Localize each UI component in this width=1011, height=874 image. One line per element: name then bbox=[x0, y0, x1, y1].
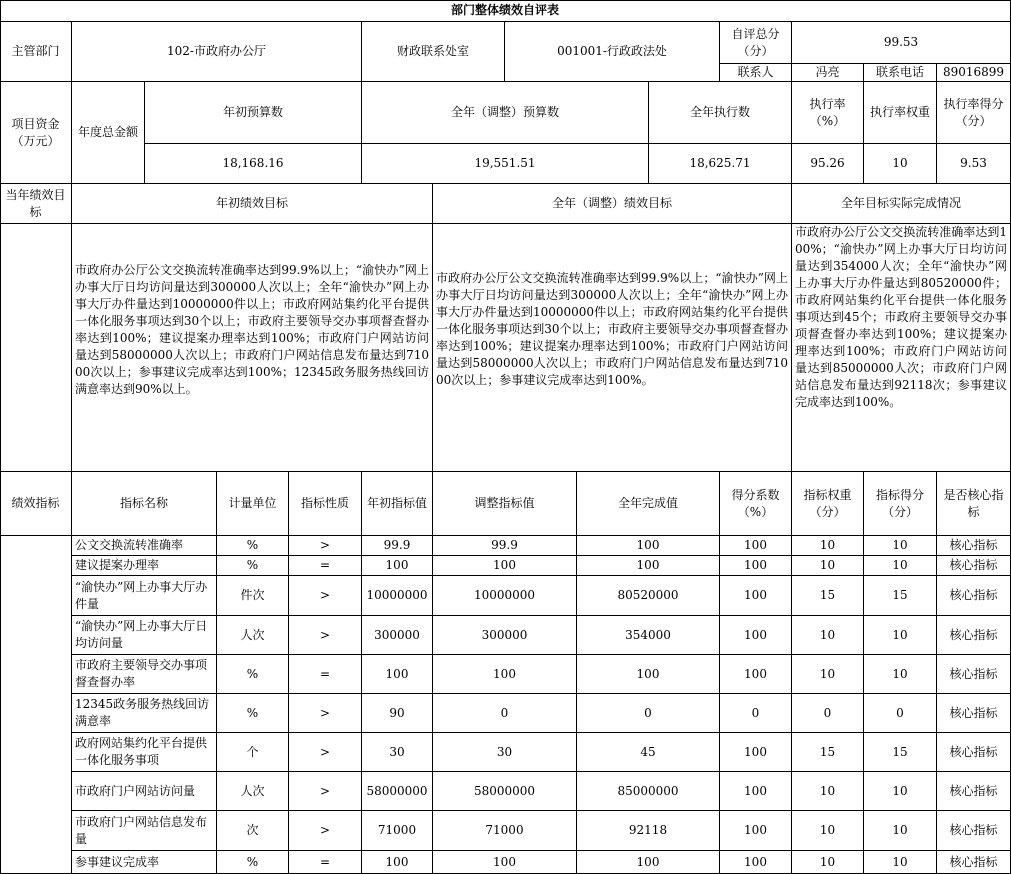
indicator-name: “渝快办”网上办事大厅办件量 bbox=[72, 576, 217, 616]
indicator-adjusted: 100 bbox=[433, 556, 577, 576]
indicator-score: 0 bbox=[864, 694, 937, 733]
phone-label: 联系电话 bbox=[864, 64, 937, 82]
indicator-adjusted: 30 bbox=[433, 733, 577, 772]
indicator-score: 10 bbox=[864, 536, 937, 556]
indicator-core: 核心指标 bbox=[937, 733, 1011, 772]
initial-budget-value: 18,168.16 bbox=[145, 144, 362, 184]
indicator-initial: 71000 bbox=[362, 811, 433, 851]
indicator-score: 10 bbox=[864, 556, 937, 576]
indicator-name: 市政府门户网站信息发布量 bbox=[72, 811, 217, 851]
indicator-coef: 100 bbox=[720, 811, 792, 851]
indicator-completed: 354000 bbox=[577, 616, 720, 655]
score-label: 自评总分（分） bbox=[720, 22, 792, 64]
indicator-core: 核心指标 bbox=[937, 694, 1011, 733]
indicators-label: 绩效指标 bbox=[0, 472, 72, 536]
adjusted-budget-value: 19,551.51 bbox=[362, 144, 649, 184]
indicator-header-name: 指标名称 bbox=[72, 472, 217, 536]
exec-weight-header: 执行率权重 bbox=[864, 82, 937, 144]
indicator-completed: 100 bbox=[577, 655, 720, 694]
goals-label: 当年绩效目标 bbox=[0, 184, 72, 224]
indicator-header-adjusted: 调整指标值 bbox=[433, 472, 577, 536]
executed-value: 18,625.71 bbox=[649, 144, 792, 184]
exec-rate-header: 执行率（%） bbox=[792, 82, 864, 144]
indicator-name: 市政府主要领导交办事项督查督办率 bbox=[72, 655, 217, 694]
indicator-initial: 10000000 bbox=[362, 576, 433, 616]
indicator-completed: 45 bbox=[577, 733, 720, 772]
indicator-adjusted: 99.9 bbox=[433, 536, 577, 556]
actual-goal-text: 市政府办公厅公文交换流转准确率达到100%；“渝快办”网上办事大厅日均访问量达到354000人次；全年“渝快办”网上办事大厅办件量达到80520000件；市政府网站集约化平台提供一体化服务事项达到45个；市政府主要领导交办事项督查督办率达到100%；建议提案办理率达到100%；市政府门户网站访问量达到85000000人次；市政府门户网站信息发布量达到92118次；参事建议完成率达到100%。 bbox=[792, 224, 1011, 472]
office-label: 财政联系处室 bbox=[362, 22, 505, 82]
indicator-adjusted: 10000000 bbox=[433, 576, 577, 616]
indicator-unit: 个 bbox=[217, 733, 289, 772]
indicator-core: 核心指标 bbox=[937, 655, 1011, 694]
indicator-adjusted: 300000 bbox=[433, 616, 577, 655]
indicator-weight: 10 bbox=[792, 556, 864, 576]
initial-goal-text: 市政府办公厅公文交换流转准确率达到99.9%以上；“渝快办”网上办事大厅日均访问量达到300000人次以上；全年“渝快办”网上办事大厅办件量达到10000000件以上；市政府网站集约化平台提供一体化服务事项达到30个以上；市政府主要领导交办事项督查督办率达到100%；建议提案办理率达到100%；市政府门户网站访问量达到58000000人次以上；市政府门户网站信息发布量达到71000次以上；参事建议完成率达到100%；12345政务服务热线回访满意率达到90%以上。 bbox=[72, 224, 433, 472]
indicator-initial: 90 bbox=[362, 694, 433, 733]
indicator-score: 10 bbox=[864, 616, 937, 655]
indicator-weight: 0 bbox=[792, 694, 864, 733]
dept-value: 102-市政府办公厅 bbox=[72, 22, 362, 82]
indicator-initial: 100 bbox=[362, 556, 433, 576]
indicator-nature: = bbox=[289, 851, 362, 874]
indicator-header-nature: 指标性质 bbox=[289, 472, 362, 536]
indicator-completed: 92118 bbox=[577, 811, 720, 851]
actual-goal-header: 全年目标实际完成情况 bbox=[792, 184, 1011, 224]
indicator-header-core: 是否核心指标 bbox=[937, 472, 1011, 536]
indicator-header-coef: 得分系数（%） bbox=[720, 472, 792, 536]
indicator-initial: 58000000 bbox=[362, 772, 433, 811]
indicator-unit: % bbox=[217, 556, 289, 576]
indicator-adjusted: 71000 bbox=[433, 811, 577, 851]
phone-value: 89016899 bbox=[937, 64, 1011, 82]
indicator-completed: 0 bbox=[577, 694, 720, 733]
indicator-score: 10 bbox=[864, 655, 937, 694]
indicator-weight: 10 bbox=[792, 811, 864, 851]
indicator-completed: 80520000 bbox=[577, 576, 720, 616]
indicator-unit: % bbox=[217, 536, 289, 556]
exec-rate-value: 95.26 bbox=[792, 144, 864, 184]
indicator-core: 核心指标 bbox=[937, 616, 1011, 655]
indicator-initial: 100 bbox=[362, 655, 433, 694]
indicator-name: 政府网站集约化平台提供一体化服务事项 bbox=[72, 733, 217, 772]
indicator-unit: 人次 bbox=[217, 772, 289, 811]
indicator-initial: 300000 bbox=[362, 616, 433, 655]
indicator-nature: > bbox=[289, 694, 362, 733]
indicator-header-completed: 全年完成值 bbox=[577, 472, 720, 536]
goals-label-spacer bbox=[0, 224, 72, 472]
indicator-weight: 10 bbox=[792, 655, 864, 694]
indicator-weight: 10 bbox=[792, 772, 864, 811]
funds-label: 项目资金（万元） bbox=[0, 82, 72, 184]
indicator-coef: 100 bbox=[720, 772, 792, 811]
indicator-weight: 15 bbox=[792, 733, 864, 772]
indicator-initial: 30 bbox=[362, 733, 433, 772]
indicator-completed: 100 bbox=[577, 536, 720, 556]
indicator-completed: 100 bbox=[577, 851, 720, 874]
indicator-nature: = bbox=[289, 655, 362, 694]
indicator-header-score: 指标得分（分） bbox=[864, 472, 937, 536]
indicator-name: 12345政务服务热线回访满意率 bbox=[72, 694, 217, 733]
indicator-core: 核心指标 bbox=[937, 536, 1011, 556]
indicator-coef: 100 bbox=[720, 536, 792, 556]
indicator-header-initial: 年初指标值 bbox=[362, 472, 433, 536]
indicator-core: 核心指标 bbox=[937, 811, 1011, 851]
adjusted-goal-header: 全年（调整）绩效目标 bbox=[433, 184, 792, 224]
indicator-unit: % bbox=[217, 655, 289, 694]
indicator-unit: % bbox=[217, 694, 289, 733]
indicator-name: 市政府门户网站访问量 bbox=[72, 772, 217, 811]
indicator-weight: 10 bbox=[792, 616, 864, 655]
indicator-nature: > bbox=[289, 811, 362, 851]
adjusted-goal-text: 市政府办公厅公文交换流转准确率达到99.9%以上；“渝快办”网上办事大厅日均访问量达到300000人次以上；全年“渝快办”网上办事大厅办件量达到10000000件以上；市政府网站集约化平台提供一体化服务事项达到30个以上；市政府主要领导交办事项督查督办率达到100%；建议提案办理率达到100%；市政府门户网站访问量达到58000000人次以上；市政府门户网站信息发布量达到71000次以上；参事建议完成率达到100%。 bbox=[433, 224, 792, 472]
indicator-adjusted: 58000000 bbox=[433, 772, 577, 811]
indicator-core: 核心指标 bbox=[937, 556, 1011, 576]
indicator-nature: > bbox=[289, 536, 362, 556]
indicator-score: 15 bbox=[864, 733, 937, 772]
initial-goal-header: 年初绩效目标 bbox=[72, 184, 433, 224]
indicator-nature: = bbox=[289, 556, 362, 576]
indicator-initial: 100 bbox=[362, 851, 433, 874]
office-value: 001001-行政政法处 bbox=[505, 22, 720, 82]
indicator-header-unit: 计量单位 bbox=[217, 472, 289, 536]
contact-label: 联系人 bbox=[720, 64, 792, 82]
indicators-label-spacer bbox=[0, 536, 72, 874]
adjusted-budget-header: 全年（调整）预算数 bbox=[362, 82, 649, 144]
indicator-score: 10 bbox=[864, 851, 937, 874]
indicator-name: 建议提案办理率 bbox=[72, 556, 217, 576]
indicator-coef: 100 bbox=[720, 576, 792, 616]
score-value: 99.53 bbox=[792, 22, 1011, 64]
indicator-core: 核心指标 bbox=[937, 851, 1011, 874]
indicator-coef: 100 bbox=[720, 733, 792, 772]
indicator-score: 10 bbox=[864, 811, 937, 851]
indicator-score: 10 bbox=[864, 772, 937, 811]
annual-total-label: 年度总金额 bbox=[72, 82, 145, 184]
indicator-coef: 100 bbox=[720, 655, 792, 694]
exec-score-value: 9.53 bbox=[937, 144, 1011, 184]
indicator-adjusted: 0 bbox=[433, 694, 577, 733]
indicator-completed: 85000000 bbox=[577, 772, 720, 811]
indicator-coef: 100 bbox=[720, 616, 792, 655]
indicator-nature: > bbox=[289, 616, 362, 655]
indicator-nature: > bbox=[289, 576, 362, 616]
indicator-header-weight: 指标权重（分） bbox=[792, 472, 864, 536]
indicator-weight: 15 bbox=[792, 576, 864, 616]
contact-value: 冯亮 bbox=[792, 64, 864, 82]
indicator-completed: 100 bbox=[577, 556, 720, 576]
indicator-unit: 件次 bbox=[217, 576, 289, 616]
executed-header: 全年执行数 bbox=[649, 82, 792, 144]
indicator-adjusted: 100 bbox=[433, 655, 577, 694]
indicator-adjusted: 100 bbox=[433, 851, 577, 874]
indicator-weight: 10 bbox=[792, 851, 864, 874]
initial-budget-header: 年初预算数 bbox=[145, 82, 362, 144]
indicator-nature: > bbox=[289, 772, 362, 811]
indicator-core: 核心指标 bbox=[937, 576, 1011, 616]
indicator-coef: 100 bbox=[720, 556, 792, 576]
indicator-name: 公文交换流转准确率 bbox=[72, 536, 217, 556]
indicator-initial: 99.9 bbox=[362, 536, 433, 556]
indicator-name: 参事建议完成率 bbox=[72, 851, 217, 874]
indicator-score: 15 bbox=[864, 576, 937, 616]
indicator-coef: 0 bbox=[720, 694, 792, 733]
indicator-coef: 100 bbox=[720, 851, 792, 874]
indicator-name: “渝快办”网上办事大厅日均访问量 bbox=[72, 616, 217, 655]
page-title: 部门整体绩效自评表 bbox=[0, 0, 1011, 22]
indicator-nature: > bbox=[289, 733, 362, 772]
indicator-unit: % bbox=[217, 851, 289, 874]
indicator-core: 核心指标 bbox=[937, 772, 1011, 811]
exec-weight-value: 10 bbox=[864, 144, 937, 184]
indicator-unit: 次 bbox=[217, 811, 289, 851]
exec-score-header: 执行率得分（分） bbox=[937, 82, 1011, 144]
dept-label: 主管部门 bbox=[0, 22, 72, 82]
indicator-weight: 10 bbox=[792, 536, 864, 556]
indicator-unit: 人次 bbox=[217, 616, 289, 655]
